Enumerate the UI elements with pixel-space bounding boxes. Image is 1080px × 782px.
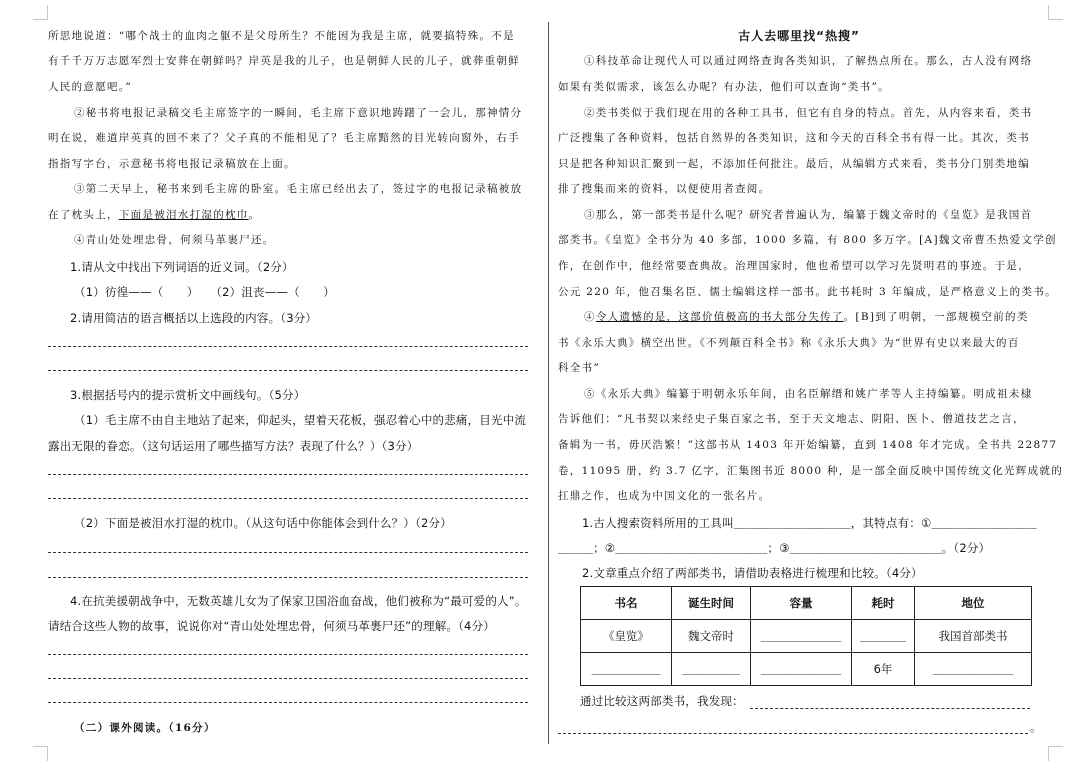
crop-mark-bottom-right	[1048, 746, 1063, 761]
question-1-blanks: （1）彷徨——（ ） （2）沮丧——（ ）	[74, 285, 335, 299]
answer-line[interactable]	[48, 654, 528, 655]
passage-line	[584, 310, 1029, 324]
passage-line	[48, 208, 260, 222]
table-cell: 6年	[852, 653, 915, 686]
header-duration: 耗时	[852, 587, 915, 620]
crop-mark-top-left	[33, 5, 48, 20]
answer-line[interactable]	[48, 498, 528, 499]
compare-prompt: 通过比较这两部类书，我发现：	[580, 694, 744, 708]
passage-line: ②秘书将电报记录稿交毛主席签字的一瞬间，毛主席下意识地踌躇了一会儿，那神情分	[74, 107, 523, 119]
header-capacity: 容量	[751, 587, 852, 620]
passage-line: 排了搜集而来的资料，以便使用者查阅。	[558, 183, 771, 195]
passage-line: 明在说，难道岸英真的回不来了？父子真的不能相见了？毛主席黯然的目光转向窗外，右手	[48, 132, 520, 144]
header-status: 地位	[915, 587, 1032, 620]
passage-line: 备辑为一书，毋厌浩繁！”这部书从 1403 年开始编纂，直到 1408 年才完成。全书共 22877	[558, 439, 1058, 451]
table-cell-blank[interactable]: ＿＿＿＿＿＿＿	[751, 620, 852, 653]
answer-line[interactable]	[48, 577, 528, 578]
table-cell: 《皇览》	[581, 620, 672, 653]
comparison-table	[580, 586, 1032, 686]
passage-line: 作，在创作中，他经常要查典故。治理国家时，他也希望可以学习先贤明君的事迹。于是，	[558, 260, 1030, 272]
table-cell-blank[interactable]: ＿＿＿＿＿＿	[581, 653, 672, 686]
passage-line: 广泛搜集了各种资料，包括自然界的各类知识，这和今天的百科全书有得一比。其次，类书	[558, 132, 1030, 144]
column-divider	[548, 22, 549, 744]
table-cell: 魏文帝时	[672, 620, 751, 653]
passage-line: 指指写字台，示意秘书将电报记录稿放在上面。	[48, 158, 296, 170]
table-cell-blank[interactable]: ＿＿＿＿＿	[672, 653, 751, 686]
underlined-sentence: 令人遗憾的是，这部价值极高的书大部分失传了	[595, 311, 844, 323]
passage-line: 书《永乐大典》横空出世。《不列颠百科全书》称《永乐大典》为“世界有史以来最大的百	[558, 337, 1020, 349]
question-4: 4.在抗美援朝战争中，无数英雄儿女为了保家卫国浴血奋战，他们被称为“最可爱的人”。	[70, 594, 527, 608]
question-3-part-1: （1）毛主席不由自主地站了起来，仰起头，望着天花板，强忍着心中的悲痛，目光中流	[74, 413, 527, 427]
answer-line[interactable]	[48, 370, 528, 371]
header-book-name: 书名	[581, 587, 672, 620]
passage-line: ①科技革命让现代人可以通过网络查询各类知识，了解热点所在。那么，古人没有网络	[584, 55, 1033, 67]
passage-line: 有千千万万志愿军烈士安葬在朝鲜吗？岸英是我的儿子，也是朝鲜人民的儿子，就葬重朝鲜	[48, 55, 520, 67]
question-2: 2.文章重点介绍了两部类书，请借助表格进行梳理和比较。（4分）	[582, 566, 923, 580]
passage-line: 告诉他们：“凡书契以来经史子集百家之书，至于天文地志、阴阳、医卜、僧道技艺之言，	[558, 413, 1025, 425]
question-3: 3.根据括号内的提示赏析文中画线句。（5分）	[70, 388, 306, 402]
question-1: ＿＿＿；②＿＿＿＿＿＿＿＿＿＿＿＿＿；③＿＿＿＿＿＿＿＿＿＿＿＿＿。（2分）	[558, 541, 991, 555]
question-3-part-2: （2）下面是被泪水打湿的枕巾。（从这句话中你能体会到什么？）（2分）	[74, 516, 452, 530]
table-row	[581, 620, 1032, 653]
passage-line: ⑤《永乐大典》编纂于明朝永乐年间，由名臣解缙和姚广孝等人主持编纂。明成祖未棣	[584, 388, 1033, 400]
crop-mark-top-right	[1048, 5, 1063, 20]
table-cell-blank[interactable]: ＿＿＿＿＿＿＿	[915, 653, 1032, 686]
passage-line: 公元 220 年，他召集名臣、儒士编辑这样一部书。此书耗时 3 年编成，是严格意义上的类书。	[558, 286, 1057, 298]
passage-line: 部类书。《皇览》全书分为 40 多部，1000 多篇，有 800 多万字。[A]魏文帝曹丕热爱文学创	[558, 234, 1057, 246]
answer-line[interactable]	[558, 733, 1028, 734]
answer-line[interactable]	[750, 708, 1030, 709]
passage-line: 人民的意愿吧。”	[48, 81, 133, 93]
article-title: 古人去哪里找“热搜”	[738, 29, 860, 43]
question-1: 1.请从文中找出下列词语的近义词。（2分）	[70, 260, 294, 274]
answer-line[interactable]	[48, 678, 528, 679]
end-mark: 。	[1030, 720, 1042, 734]
passage-line: 扛鼎之作，也成为中国文化的一张名片。	[558, 490, 771, 502]
underlined-sentence: 下面是被泪水打湿的枕巾	[118, 209, 249, 221]
passage-line: 只是把各种知识汇聚到一起，不添加任何批注。最后，从编辑方式来看，类书分门别类地编	[558, 158, 1030, 170]
table-cell-blank[interactable]: ＿＿＿＿	[852, 620, 915, 653]
section-heading: （二）课外阅读。（16分）	[74, 722, 216, 734]
table-cell-blank[interactable]: ＿＿＿＿＿＿＿	[751, 653, 852, 686]
header-birth-time: 诞生时间	[672, 587, 751, 620]
passage-text: 在了枕头上，	[48, 209, 119, 221]
passage-text: 。[B]到了明朝，一部规模空前的类	[843, 311, 1029, 323]
answer-line[interactable]	[48, 552, 528, 553]
passage-line: 卷，11095 册，约 3.7 亿字，汇集图书近 8000 种，是一部全面反映中国传统文化光辉成就的	[558, 465, 1064, 477]
answer-line[interactable]	[48, 474, 528, 475]
table-cell: 我国首部类书	[915, 620, 1032, 653]
passage-text: 。	[248, 209, 261, 221]
question-1: 1.古人搜索资料所用的工具叫＿＿＿＿＿＿＿＿＿＿，其特点有：①＿＿＿＿＿＿＿＿＿	[582, 516, 1037, 530]
table-row	[581, 653, 1032, 686]
passage-line: 所思地说道：“哪个战士的血肉之躯不是父母所生？不能因为我是主席，就要搞特殊。不是	[48, 30, 515, 42]
passage-line: 科全书”	[558, 362, 601, 374]
passage-line: ④青山处处埋忠骨，何须马革裹尸还。	[74, 234, 275, 246]
answer-line[interactable]	[48, 346, 528, 347]
question-3-part-1: 露出无限的眷恋。（这句话运用了哪些描写方法？表现了什么？）（3分）	[48, 439, 419, 453]
passage-line: ②类书类似于我们现在用的各种工具书，但它有自身的特点。首先，从内容来看，类书	[584, 107, 1033, 119]
passage-line: ③那么，第一部类书是什么呢？研究者普遍认为，编纂于魏文帝时的《皇览》是我国首	[584, 209, 1033, 221]
table-header-row	[581, 587, 1032, 620]
crop-mark-bottom-left	[33, 746, 48, 761]
answer-line[interactable]	[48, 702, 528, 703]
passage-line: 如果有类似需求，该怎么办呢？有办法，他们可以查询“类书”。	[558, 81, 890, 93]
question-2: 2.请用简洁的语言概括以上选段的内容。（3分）	[70, 311, 318, 325]
passage-line: ③第二天早上，秘书来到毛主席的卧室。毛主席已经出去了，签过字的电报记录稿被放	[74, 183, 523, 195]
question-4: 请结合这些人物的故事，说说你对“青山处处埋忠骨，何须马革裹尸还”的理解。（4分）	[48, 619, 495, 633]
passage-text: ④	[584, 311, 596, 323]
